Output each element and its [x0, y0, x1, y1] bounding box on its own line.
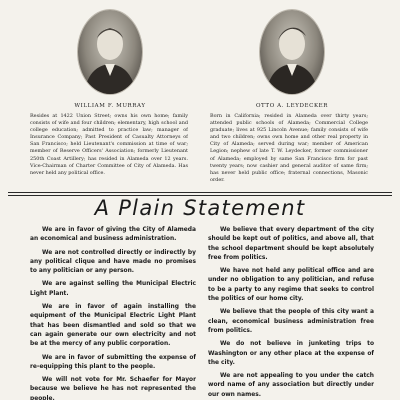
statement-paragraph: We do not believe in junketing trips to Washington or any other place at the expense of the city. — [208, 341, 374, 366]
statement-heading: A Plain Statement — [94, 196, 306, 220]
statement-paragraph: We have not held any political office and are under no obligation to any politician, and refuse to be a party to any regime that seeks to control the politics of our home city. — [208, 268, 374, 303]
statement-paragraph: We are in favor of submitting the expense of re-equipping this plant to the people. — [30, 354, 196, 370]
candidate-bio-right: Born in California; resided in Alameda over thirty years; attended public schools of Alameda; Commercial College graduate; lives at 925 Lincoln Avenue; family consists of wife and two children; owns own home and other real property in City of Alameda; served during war; member of American Legion; nephew of late T. W. Leydecker, former commissioner of Alameda; employed by same San Francisco firm for past twenty years; now cashier and general auditor of same firm; has never held public office; fraternal connections, Masonic order. — [210, 113, 368, 183]
statement-paragraph: We are not controlled directly or indirectly by any political clique and have made no promises to any politician or any person. — [30, 249, 196, 275]
candidate-bio-left: Resides at 1422 Union Street; owns his own home; family consists of wife and four children; elementary, high school and college education; admitted to practice law; manager of Insurance Company; Past President of Casualty Attorneys of San Francisco; held Lieutenant's commission at time of war; member of Reserve Officers' Association; formerly Lieutenant 250th Coast Artillery; has resided in Alameda over 12 years. Vice-Chairman of Charter Committee of City of Alameda. Has never held any political office. — [30, 113, 188, 176]
statement-paragraph: We are not appealing to you under the catch word name of any association but directly under our own names. — [208, 373, 374, 398]
divider-rule — [8, 192, 392, 193]
statement-paragraph: We believe that every department of the city should be kept out of politics, and above all, that the school department should be kept absolutely free from politics. — [208, 227, 374, 261]
statement-column-left — [30, 226, 196, 400]
candidate-name-right: OTTO A. LEYDECKER — [255, 103, 329, 109]
portrait-william-murray — [78, 10, 142, 94]
statement-paragraph: We will not vote for Mr. Schaefer for Mayor because we believe he has not represented the people. — [30, 377, 196, 400]
portrait-photo-icon — [260, 10, 324, 94]
statement-column-right — [208, 226, 374, 400]
statement-paragraph: We are in favor of giving the City of Alameda an economical and business administration. — [30, 227, 196, 243]
statement-paragraph: We are against selling the Municipal Electric Light Plant. — [30, 281, 196, 297]
statement-paragraph: We are in favor of again installing the equipment of the Municipal Electric Light Plant that has been dismantled and sold so that we can again generate our own electricity and not be at the mercy of any public corporation. — [30, 304, 196, 348]
statement-paragraph: We believe that the people of this city want a clean, economical business administration free from politics. — [208, 309, 374, 334]
candidate-name-left: WILLIAM F. MURRAY — [74, 103, 146, 109]
portrait-otto-leydecker — [260, 10, 324, 94]
portrait-photo-icon — [78, 10, 142, 94]
